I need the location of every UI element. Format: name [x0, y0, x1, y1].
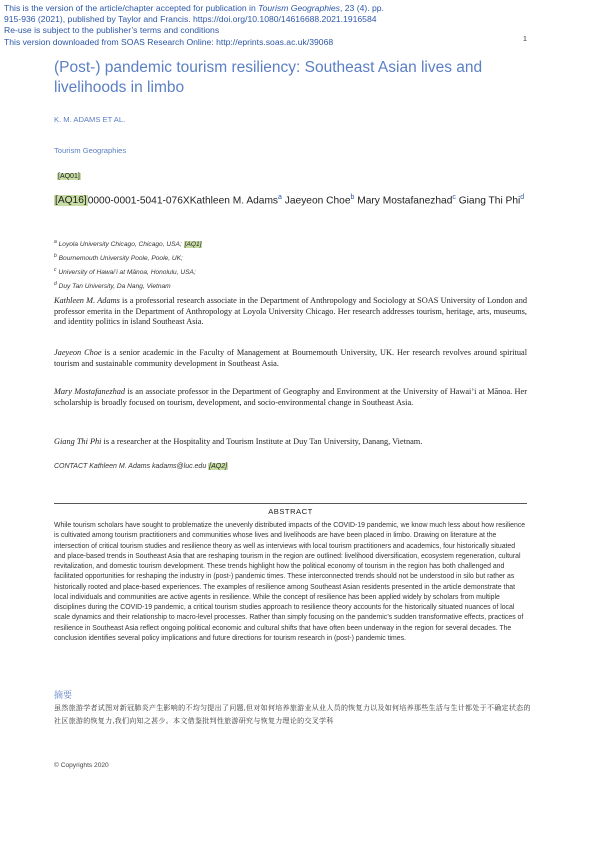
affiliation-marker: d	[520, 194, 525, 201]
affiliation-item: $^b$ Bournemouth University Poole, Poole, UK;	[54, 252, 183, 263]
affiliation-marker: c	[452, 194, 456, 201]
running-authors: K. M. ADAMS ET AL.	[54, 115, 126, 124]
author-query-tag: [AQ01]	[58, 173, 80, 180]
author-bio: Mary Mostafanezhad is an associate professor in the Department of Geography and Environment at the University of Hawai’i at Mānoa. Her scholarship is broadly focused on tourism, development, and socio-environmental change in Southeast Asia.	[54, 387, 527, 407]
affiliation-item: $^c$ University of Hawai’i at Mānoa, Honolulu, USA;	[54, 266, 196, 277]
contact-line: CONTACT Kathleen M. Adams kadams@luc.edu [AQ2]	[54, 463, 228, 470]
bio-name: Kathleen M. Adams	[54, 296, 120, 305]
author-list	[54, 191, 534, 208]
bio-name: Giang Thi Phi	[54, 437, 102, 446]
author-name: Jaeyeon Choe	[284, 195, 351, 207]
author-name: Mary Mostafanezhad	[357, 195, 453, 207]
chinese-abstract-text: 虽然旅游学者试图对新冠肺炎产生影响的不均匀提出了问题,但对如何培养旅游业从业人员的恢复力以及如何培养那些生活与生计都处于不确定状态的社区旅游的恢复力,我们向知之甚少。本文借鉴批判性旅游研究与恢复力理论的交叉学科	[54, 705, 531, 725]
bio-name: Mary Mostafanezhad	[54, 387, 126, 396]
orcid[interactable]: 0000-0001-5041-076X	[87, 195, 190, 207]
chinese-abstract-heading: 摘要	[54, 690, 73, 700]
journal-name: Tourism Geographies	[54, 146, 127, 155]
notice-line-3: Re-use is subject to the publisher’s terms and conditions	[4, 25, 220, 36]
copyright-notice: © Copyrights 2020	[54, 762, 109, 769]
author-query-tag: [AQ16]	[55, 195, 87, 207]
article-title: (Post-) pandemic tourism resiliency: Southeast Asian lives and livelihoods in limbo	[54, 59, 483, 96]
author-bio: Kathleen M. Adams is a professorial research associate in the Department of Anthropology and Sociology at SOAS University of London and professor emerita in the Department of Anthropology at Loyola University Chicago. Her research addresses tourism, heritage, arts, museums, and identity politics in island Southeast Asia.	[54, 296, 527, 327]
notice-journal: Tourism Geographies	[258, 3, 340, 13]
affiliation-item: $^d$ Duy Tan University, Da Nang, Vietnam	[54, 280, 171, 291]
publication-notice	[4, 3, 474, 48]
notice-line-1: This is the version of the article/chapter accepted for publication in Tourism Geographies, 23 (4). pp.	[4, 3, 384, 13]
contact-query-tag: [AQ2]	[209, 463, 228, 470]
affiliation-marker: b	[350, 194, 355, 201]
notice-line-4[interactable]: This version downloaded from SOAS Research Online: http://eprints.soas.ac.uk/39068	[4, 36, 334, 47]
author-name: Kathleen M. Adams	[189, 195, 279, 207]
page-number: 1	[523, 36, 527, 43]
author-bio: Giang Thi Phi is a researcher at the Hospitality and Tourism Institute at Duy Tan University, Danang, Vietnam.	[54, 437, 423, 446]
author-bio: Jaeyeon Choe is a senior academic in the Faculty of Management at Bournemouth University, UK. Her research revolves around spiritual tourism and sustainable community development in Southeast Asia.	[54, 348, 527, 368]
abstract-heading: ABSTRACT	[268, 507, 313, 516]
notice-line-2[interactable]: 915-936 (2021), published by Taylor and Francis. https://doi.org/10.1080/14616688.2021.1916584	[4, 14, 377, 25]
affiliation-item: $^a$ Loyola University Chicago, Chicago, USA; [AQ1]	[54, 239, 202, 249]
abstract-text: While tourism scholars have sought to problematize the unevenly distributed impacts of the COVID-19 pandemic, we know much less about how resilience is cultivated among tourism practitioners and communities whose lives and livelihoods are have been placed in limbo. Drawing on literature at the intersection of critical tourism studies and resilience theory as well as interviews with local tourism practitioners and academics, four historically situated and place-based trends in Southeast Asia that are reshaping tourism in the region are outlined: livelihood diversification, ecosystem regeneration, cultural revitalization, and domestic tourism development. These trends highlight how the political economy of tourism in the region has both challenged and facilitated opportunities for reshaping the industry in (post-) pandemic times. These interconnected trends should not be understood in silo but rather as historically rooted and place-based experiences. The examples of resilience among Southeast Asian residents presented in the article demonstrate that local individuals and communities are active agents in resilience. While the concept of resilience has been applied widely by scholars from multiple disciplines during the COVID-19 pandemic, a critical tourism studies approach to resilience theory accounts for the historically situated nuances of local scale dynamics and their relationship to macro-level processes. Rather than simply focusing on the pandemic’s sudden transformative effects, practices of resilience in Southeast Asia reflect ongoing political economic and cultural shifts that have often been underway in the region for several decades. The conclusion identifies several policy implications and future directions for tourism research in (post-) pandemic times.	[54, 522, 526, 642]
affiliation-query-tag: [AQ1]	[184, 241, 202, 249]
abstract-divider	[54, 503, 527, 504]
affiliation-list	[54, 237, 202, 293]
affiliation-marker: a	[278, 194, 282, 201]
bio-name: Jaeyeon Choe	[54, 348, 102, 357]
author-name: Giang Thi Phi	[458, 195, 521, 207]
